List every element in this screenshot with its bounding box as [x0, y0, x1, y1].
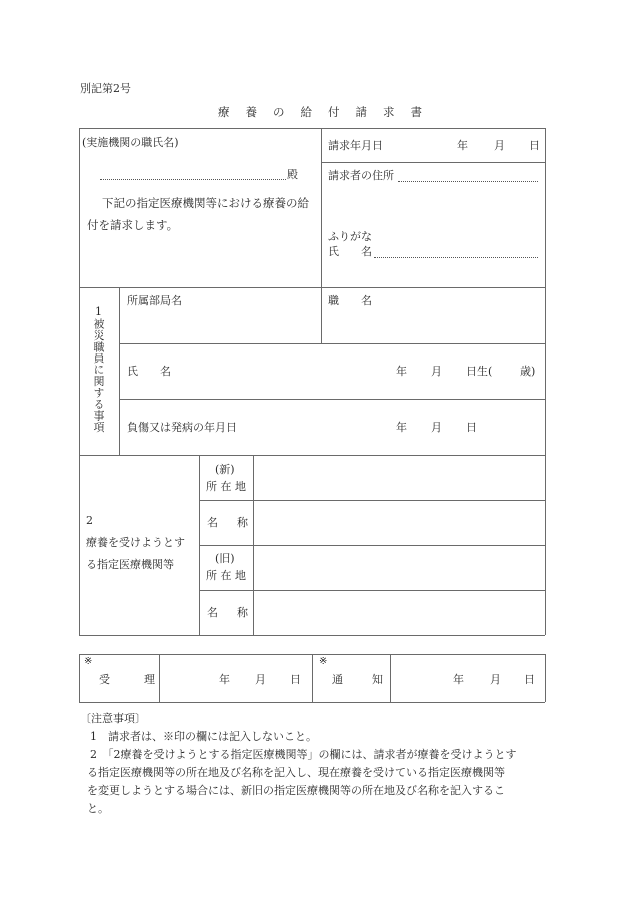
new-name-field[interactable]: [254, 501, 544, 544]
office-border-bottom: [79, 702, 545, 703]
note-item: 1 請求者は、※印の欄には記入しないこと。: [90, 730, 317, 743]
request-date-month: 月: [494, 139, 505, 152]
receipt-label-a: 受: [99, 673, 110, 686]
title-char: 請: [355, 105, 367, 119]
title-char: 書: [410, 105, 422, 119]
employee-name-field[interactable]: [190, 350, 380, 394]
claimant-name-field[interactable]: [374, 257, 538, 258]
request-text-line2: 付を請求します。: [87, 218, 179, 232]
title-char: 養: [245, 105, 257, 119]
birth-day-suffix: 日生(: [466, 365, 493, 378]
receipt-year: 年: [219, 673, 230, 686]
new-tag: (新): [215, 463, 235, 476]
row-divider: [119, 343, 545, 344]
table-border-right: [545, 128, 546, 635]
office-divider: [159, 654, 160, 702]
old-location-label: 所 在 地: [206, 569, 246, 582]
request-text-line1: 下記の指定医療機関等における療養の給: [102, 196, 309, 210]
row-divider: [79, 287, 545, 288]
form-title: [218, 107, 438, 119]
office-border-right: [545, 654, 546, 702]
header-divider: [321, 128, 322, 287]
title-char: 求: [383, 105, 395, 119]
honorific: 殿: [287, 168, 298, 181]
injury-month: 月: [431, 421, 442, 434]
notes-heading: 〔注意事項〕: [80, 712, 146, 725]
note-item-continued: と。: [87, 802, 109, 815]
position-field[interactable]: [322, 303, 544, 342]
office-mark: ※: [319, 656, 328, 667]
note-item-continued: る指定医療機関等の所在地及び名称を記入し、現在療養を受けている指定医療機関等: [87, 766, 505, 779]
office-mark: ※: [84, 656, 93, 667]
title-char: の: [273, 105, 285, 119]
new-location-label: 所 在 地: [206, 480, 246, 493]
notice-day: 日: [524, 673, 535, 686]
old-name-label-a: 名: [207, 606, 218, 619]
department-label: 所属部局名: [127, 294, 182, 307]
injury-date-label: 負傷又は発病の年月日: [127, 421, 237, 434]
title-char: 療: [218, 105, 230, 119]
section1-number: 1: [95, 305, 102, 318]
claimant-name-label: 氏 名: [328, 245, 372, 258]
old-tag: (旧): [215, 552, 235, 565]
claimant-address-field[interactable]: [398, 181, 538, 182]
new-name-label-a: 名: [207, 516, 218, 529]
department-field[interactable]: [120, 303, 320, 342]
office-divider: [312, 654, 313, 702]
office-border-left: [79, 654, 80, 702]
furigana-label: ふりがな: [328, 230, 372, 243]
old-name-label-b: 称: [237, 606, 248, 619]
notice-label-a: 通: [332, 673, 343, 686]
recipient-label: (実施機関の職氏名): [82, 136, 179, 149]
section1-label: 被災職員に関する事項: [92, 318, 105, 433]
table-border-left: [79, 128, 80, 635]
notice-label-b: 知: [372, 673, 383, 686]
title-char: 給: [300, 105, 312, 119]
notice-month: 月: [490, 673, 501, 686]
birth-month: 月: [431, 365, 442, 378]
row-divider: [119, 399, 545, 400]
section2-number: 2: [86, 514, 93, 527]
recipient-name-field[interactable]: [100, 179, 286, 180]
request-date-day: 日: [529, 139, 540, 152]
section2-label-line2: る指定医療機関等: [86, 558, 174, 571]
receipt-day: 日: [290, 673, 301, 686]
old-name-field[interactable]: [254, 591, 544, 634]
receipt-month: 月: [255, 673, 266, 686]
injury-day: 日: [466, 421, 477, 434]
form-number: 別記第2号: [80, 82, 131, 95]
old-location-field[interactable]: [254, 546, 544, 589]
section2-label-line1: 療養を受けようとす: [86, 536, 185, 549]
new-location-field[interactable]: [254, 456, 544, 499]
table-border-top: [79, 128, 545, 129]
employee-name-label: 氏 名: [127, 365, 171, 378]
notes-section: [80, 710, 550, 818]
title-char: 付: [328, 105, 340, 119]
position-label: 職 名: [328, 294, 372, 307]
age-suffix: 歳): [520, 365, 536, 378]
request-date-year: 年: [457, 139, 468, 152]
claimant-address-label: 請求者の住所: [328, 169, 394, 182]
note-item: 2 「2療養を受けようとする指定医療機関等」の欄には、請求者が療養を受けようとす: [90, 748, 517, 761]
request-date-label: 請求年月日: [328, 139, 383, 152]
receipt-label-b: 理: [144, 673, 155, 686]
new-name-label-b: 称: [237, 516, 248, 529]
table-border-bottom: [79, 635, 545, 636]
notice-year: 年: [453, 673, 464, 686]
row-divider: [321, 162, 545, 163]
office-divider: [390, 654, 391, 702]
injury-year: 年: [396, 421, 407, 434]
birth-year: 年: [396, 365, 407, 378]
note-item-continued: を変更しようとする場合には、新旧の指定医療機関等の所在地及び名称を記入するこ: [87, 784, 505, 797]
